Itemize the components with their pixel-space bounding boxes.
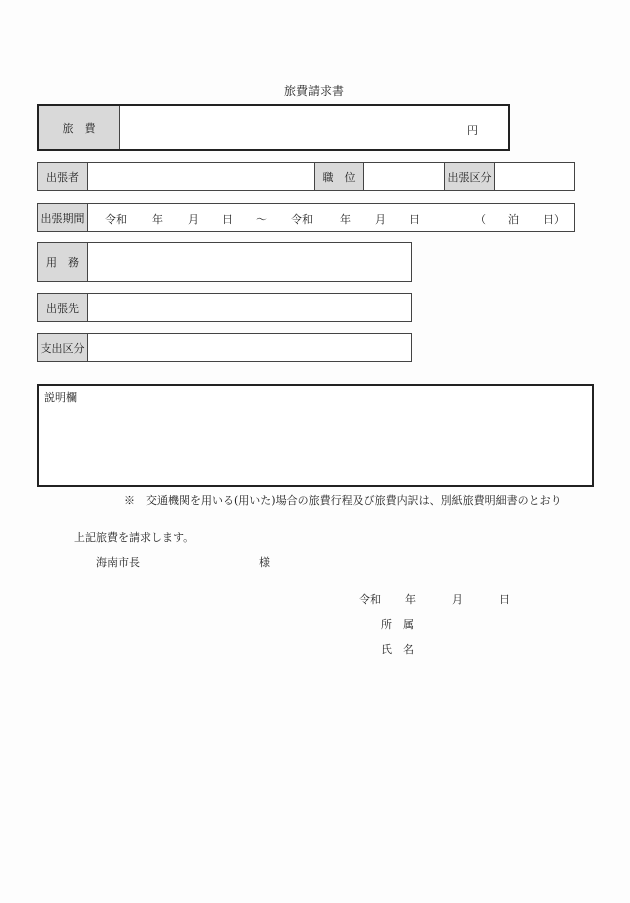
notes-label: 説明欄 [44,391,77,404]
date-year: 年 [405,593,416,606]
to-year: 年 [340,213,351,226]
from-month: 月 [188,213,199,226]
category-field[interactable] [495,163,574,190]
to-day: 日 [409,213,420,226]
expense-label: 支出区分 [38,334,88,361]
tilde: ～ [256,213,267,226]
addressee: 海南市長 [96,556,140,569]
purpose-label: 用 務 [38,243,88,281]
from-day: 日 [222,213,233,226]
traveler-label: 出張者 [38,163,88,190]
period-row [37,203,575,232]
destination-field[interactable] [88,294,411,321]
from-era: 令和 [105,213,127,226]
name-label: 氏 名 [381,643,414,656]
expense-field[interactable] [88,334,411,361]
page-title: 旅費請求書 [284,84,345,98]
purpose-field[interactable] [88,243,411,281]
category-label: 出張区分 [444,163,495,190]
to-era: 令和 [291,213,313,226]
notes-box[interactable] [37,384,594,487]
period-label: 出張期間 [38,204,88,231]
days: 日） [543,213,565,226]
paren-open: （ [475,213,486,226]
expense-row [37,333,412,362]
from-year: 年 [152,213,163,226]
traveler-field[interactable] [88,163,314,190]
amount-box [37,104,510,151]
date-day: 日 [499,593,510,606]
amount-label: 旅 費 [39,106,120,149]
position-field[interactable] [364,163,444,190]
period-field[interactable] [88,204,574,231]
amount-field[interactable] [120,106,508,149]
honorific: 様 [259,556,270,569]
destination-row [37,293,412,322]
position-label: 職 位 [314,163,364,190]
note-text: ※ 交通機関を用いる(用いた)場合の旅費行程及び旅費内訳は、別紙旅費明細書のとおり [124,494,562,507]
to-month: 月 [375,213,386,226]
date-month: 月 [452,593,463,606]
purpose-row [37,242,412,282]
request-text: 上記旅費を請求します。 [74,531,195,544]
yen-unit: 円 [467,124,478,137]
date-era: 令和 [359,593,381,606]
affiliation-label: 所 属 [381,618,414,631]
nights: 泊 [508,213,519,226]
traveler-row [37,162,575,191]
destination-label: 出張先 [38,294,88,321]
